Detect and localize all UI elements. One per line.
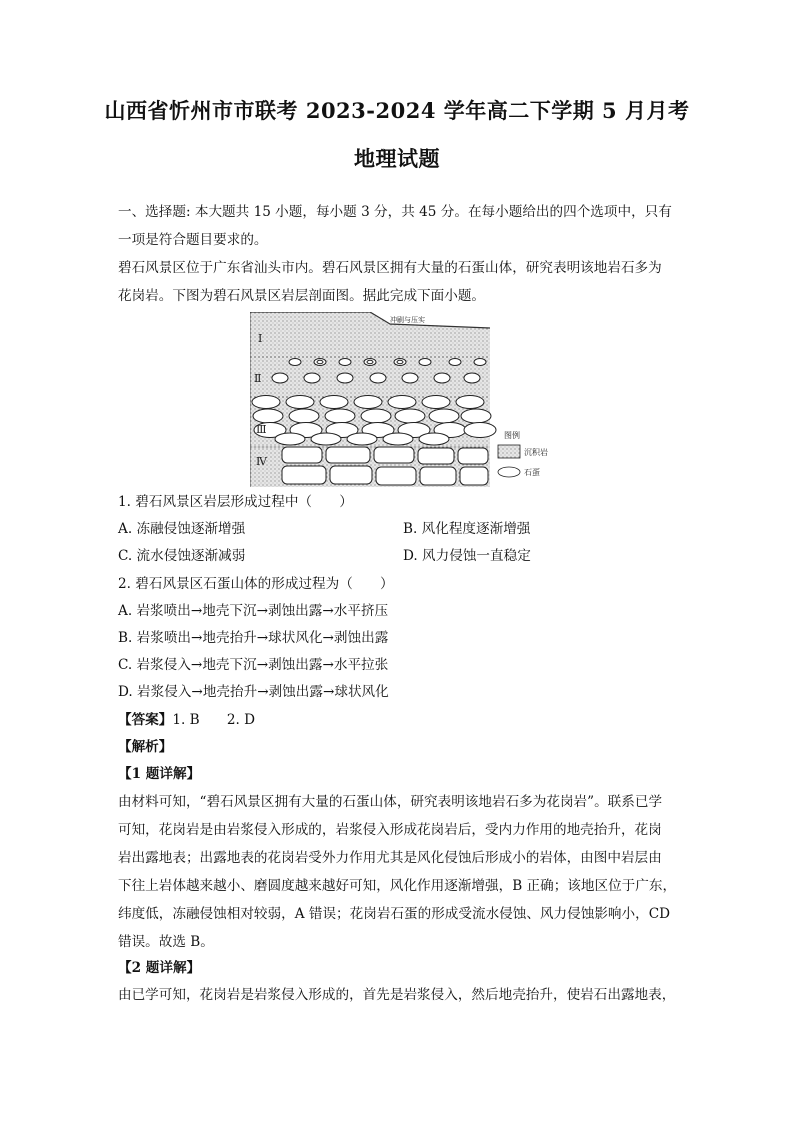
pebble (419, 433, 449, 445)
detail1-line: 纬度低，冻融侵蚀相对较弱，A 错误；花岗岩石蛋的形成受流水侵蚀、风力侵蚀影响小，CD (118, 906, 670, 922)
legend-label: 沉积岩 (524, 448, 548, 457)
pebble (347, 433, 377, 445)
option[interactable]: C. 岩浆侵入→地壳下沉→剥蚀出露→水平拉张 (118, 657, 389, 673)
rock-profile-figure (250, 312, 560, 487)
pebble (311, 433, 341, 445)
pebble (337, 373, 353, 383)
analysis-label: 【解析】 (118, 739, 173, 755)
question-stem: 2. 碧石风景区石蛋山体的形成过程为（ ） (118, 576, 394, 592)
pebble (325, 409, 355, 423)
pebble (286, 396, 314, 409)
pebble (397, 360, 403, 364)
legend-title: 图例 (504, 431, 520, 440)
layer-label: Ⅰ (258, 332, 263, 345)
detail1-line: 下往上岩体越来越小、磨圆度越来越好可知，风化作用逐渐增强，B 正确；该地区位于广东， (118, 878, 677, 894)
pebble (429, 409, 459, 423)
bedrock-block (330, 466, 372, 484)
intro-line: 碧石风景区位于广东省汕头市内。碧石风景区拥有大量的石蛋山体，研究表明该地岩石多为 (118, 260, 662, 276)
detail1-line: 岩出露地表；出露地表的花岗岩受外力作用尤其是风化侵蚀后形成小的岩体，由图中岩层由 (118, 850, 662, 866)
pebble (367, 360, 373, 364)
bedrock-block (326, 447, 370, 463)
page-title: 山西省忻州市市联考 2023-2024 学年高二下学期 5 月月考 (104, 98, 690, 123)
bedrock-block (282, 447, 322, 463)
layer-label: Ⅳ (256, 455, 267, 468)
option[interactable]: C. 流水侵蚀逐渐减弱 (118, 548, 246, 564)
detail2-line: 由已学可知，花岗岩是岩浆侵入形成的，首先是岩浆侵入，然后地壳抬升，使岩石出露地表， (118, 987, 676, 1003)
answer-text: 1. B 2. D (172, 712, 256, 728)
legend-swatch-sediment (498, 445, 520, 458)
question-stem: 1. 碧石风景区岩层形成过程中（ ） (118, 494, 353, 510)
pebble (320, 396, 348, 409)
pebble (272, 373, 288, 383)
pebble (464, 423, 496, 438)
layer-label: Ⅲ (256, 423, 267, 436)
pebble (275, 433, 305, 445)
pebble (419, 359, 431, 366)
pebble (456, 396, 484, 409)
pebble (289, 359, 301, 366)
option[interactable]: D. 风力侵蚀一直稳定 (403, 548, 531, 564)
detail2-label: 【2 题详解】 (118, 960, 201, 976)
intro-line: 一项是符合题目要求的。 (118, 232, 268, 248)
pebble (464, 373, 480, 383)
top-label: 冲刷与压实 (390, 316, 425, 324)
option[interactable]: A. 岩浆喷出→地壳下沉→剥蚀出露→水平挤压 (118, 603, 389, 619)
pebble (474, 359, 486, 366)
option[interactable]: B. 风化程度逐渐增强 (403, 521, 531, 537)
option[interactable]: B. 岩浆喷出→地壳抬升→球状风化→剥蚀出露 (118, 630, 389, 646)
pebble (304, 373, 320, 383)
legend-label: 石蛋 (524, 468, 540, 477)
pebble (339, 359, 351, 366)
pebble (388, 396, 416, 409)
pebble (434, 373, 450, 383)
option[interactable]: A. 冻融侵蚀逐渐增强 (118, 521, 246, 537)
detail1-line: 错误。故选 B。 (118, 934, 214, 950)
intro-line: 一、选择题: 本大题共 15 小题，每小题 3 分，共 45 分。在每小题给出的四个选项中，只有 (118, 204, 672, 220)
pebble (252, 396, 280, 409)
layer-label: Ⅱ (254, 372, 262, 385)
pebble (354, 396, 382, 409)
pebble (449, 359, 461, 366)
pebble (383, 433, 413, 445)
pebble (395, 409, 425, 423)
pebble (361, 409, 391, 423)
detail1-line: 可知，花岗岩是由岩浆侵入形成的，岩浆侵入形成花岗岩后，受内力作用的地壳抬升，花岗 (118, 822, 662, 838)
option[interactable]: D. 岩浆侵入→地壳抬升→剥蚀出露→球状风化 (118, 684, 389, 700)
pebble (317, 360, 323, 364)
bedrock-block (282, 466, 326, 484)
answer-line (118, 710, 678, 730)
legend-swatch-pebble (498, 467, 520, 477)
page-subtitle: 地理试题 (354, 146, 440, 171)
pebble (422, 396, 450, 409)
answer-label: 【答案】 (118, 712, 173, 728)
pebble (370, 373, 386, 383)
bedrock-block (458, 448, 488, 464)
intro-line: 花岗岩。下图为碧石风景区岩层剖面图。据此完成下面小题。 (118, 288, 486, 304)
bedrock-block (374, 447, 414, 463)
pebble (253, 409, 283, 423)
pebble (461, 409, 491, 423)
bedrock-block (420, 467, 456, 485)
detail1-label: 【1 题详解】 (118, 766, 201, 782)
bedrock-block (376, 467, 416, 485)
bedrock-block (460, 467, 488, 485)
bedrock-block (418, 448, 454, 464)
pebble (289, 409, 319, 423)
pebble (402, 373, 418, 383)
detail1-line: 由材料可知，“碧石风景区拥有大量的石蛋山体，研究表明该地岩石多为花岗岩”。联系已学 (118, 794, 663, 810)
